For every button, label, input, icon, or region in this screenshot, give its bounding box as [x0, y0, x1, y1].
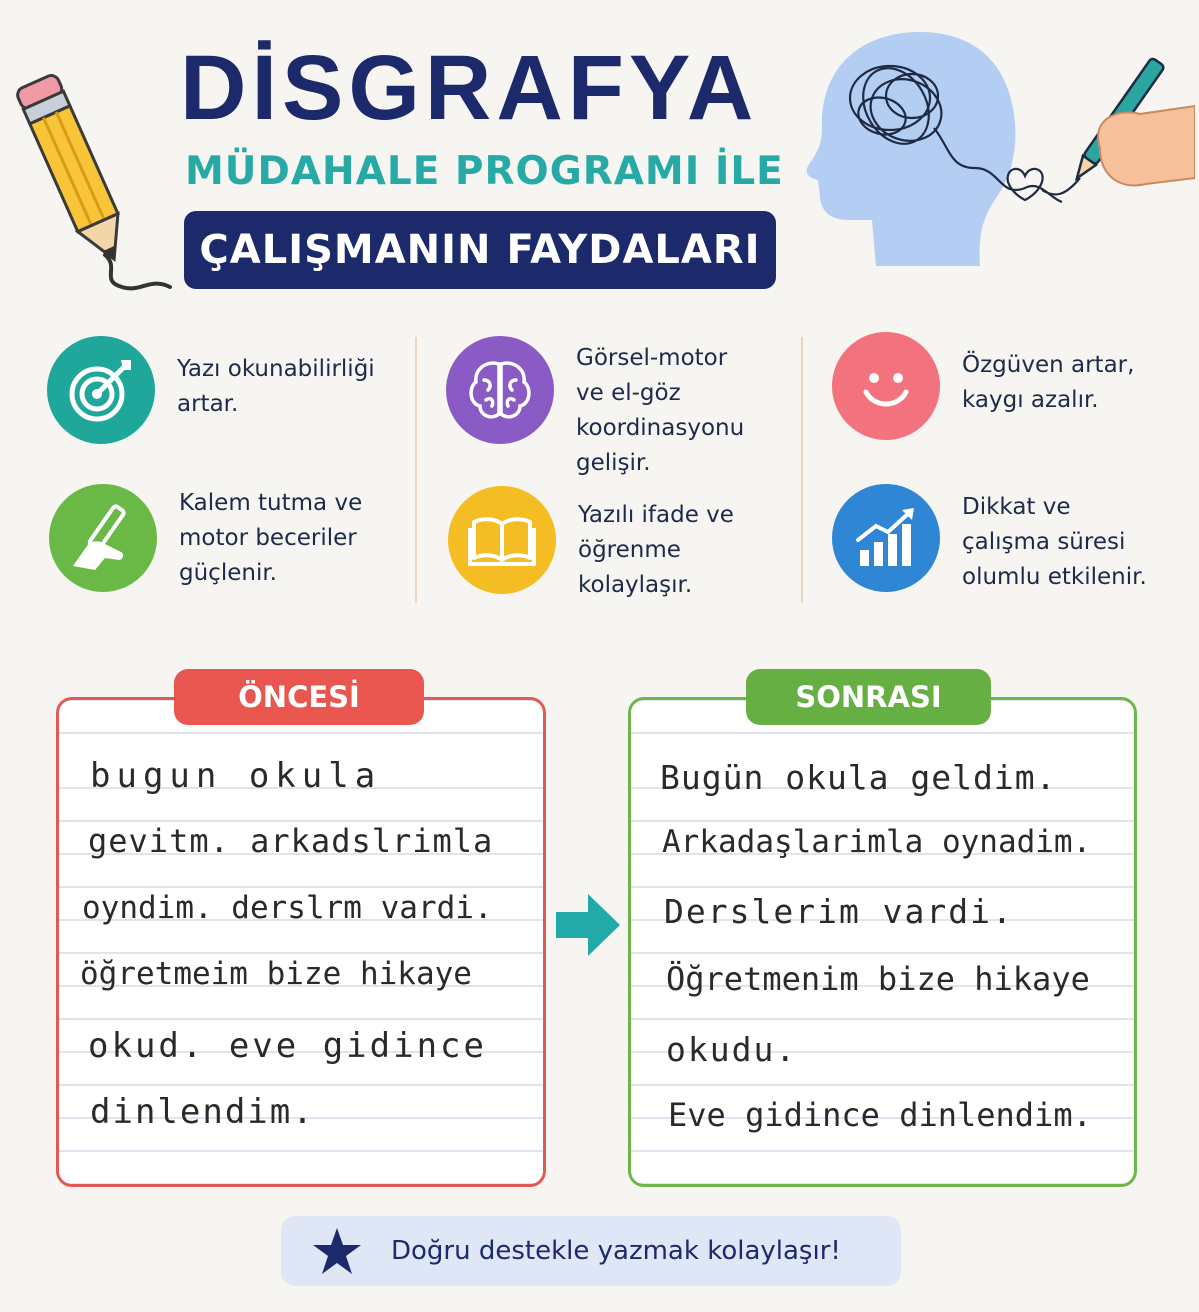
column-divider: [415, 337, 417, 603]
title-banner: [184, 211, 776, 289]
benefit-text: Yazı okunabilirliği artar.: [177, 356, 375, 417]
handwriting-line: dinlendim.: [90, 1092, 315, 1132]
before-label: ÖNCESİ: [174, 669, 424, 725]
hand-pencil-icon: [49, 484, 157, 592]
handwriting-line: Bugün okula geldim.: [660, 758, 1057, 797]
pencil-illustration: [10, 55, 185, 295]
handwriting-line: okudu.: [666, 1030, 798, 1069]
benefit-text: Özgüven artar, kaygı azalır.: [962, 352, 1135, 413]
handwriting-line: Arkadaşlarimla oynadim.: [662, 824, 1092, 860]
handwriting-line: Öğretmenim bize hikaye: [666, 960, 1090, 998]
benefit-text: Dikkat ve çalışma süresi olumlu etkilenir.: [962, 494, 1147, 590]
star-icon: [311, 1226, 363, 1276]
benefit-text: Görsel-motor ve el-göz koordinasyonu gelişir.: [576, 345, 745, 476]
benefit-readability: [47, 336, 392, 444]
benefit-attention: [832, 484, 1177, 595]
subtitle: MÜDAHALE PROGRAMI İLE: [185, 149, 784, 194]
handwriting-line: okud. eve gidince: [88, 1026, 487, 1066]
target-icon: [47, 336, 155, 444]
smile-face-icon: [832, 332, 940, 440]
handwriting-line: Derslerim vardi.: [664, 892, 1014, 931]
benefit-coordination: [446, 336, 776, 481]
main-title: DİSGRAFYA: [180, 37, 759, 139]
handwriting-line: öğretmeim bize hikaye: [80, 956, 472, 992]
benefit-text: Yazılı ifade ve öğrenme kolaylaşır.: [578, 502, 734, 598]
benefit-text: Kalem tutma ve motor beceriler güçlenir.: [179, 490, 363, 586]
open-book-icon: [448, 486, 556, 594]
handwriting-line: bugun okula: [90, 756, 382, 796]
right-arrow-icon: [552, 890, 624, 960]
column-divider: [801, 337, 803, 603]
benefit-motor-skills: [49, 484, 394, 592]
benefit-written-expression: [448, 486, 793, 603]
head-scribble-illustration: [800, 28, 1195, 273]
handwriting-line: Eve gidince dinlendim.: [668, 1096, 1092, 1134]
brain-icon: [446, 336, 554, 444]
growth-chart-icon: [832, 484, 940, 592]
handwriting-line: oyndim. derslrm vardi.: [82, 890, 493, 926]
title-banner-text: ÇALIŞMANIN FAYDALARI: [199, 227, 761, 273]
benefit-confidence: [832, 332, 1177, 440]
after-label: SONRASI: [746, 669, 991, 725]
footer-banner: [281, 1216, 901, 1286]
footer-text: Doğru destekle yazmak kolaylaşır!: [391, 1236, 841, 1266]
handwriting-line: gevitm. arkadslrimla: [88, 822, 494, 860]
